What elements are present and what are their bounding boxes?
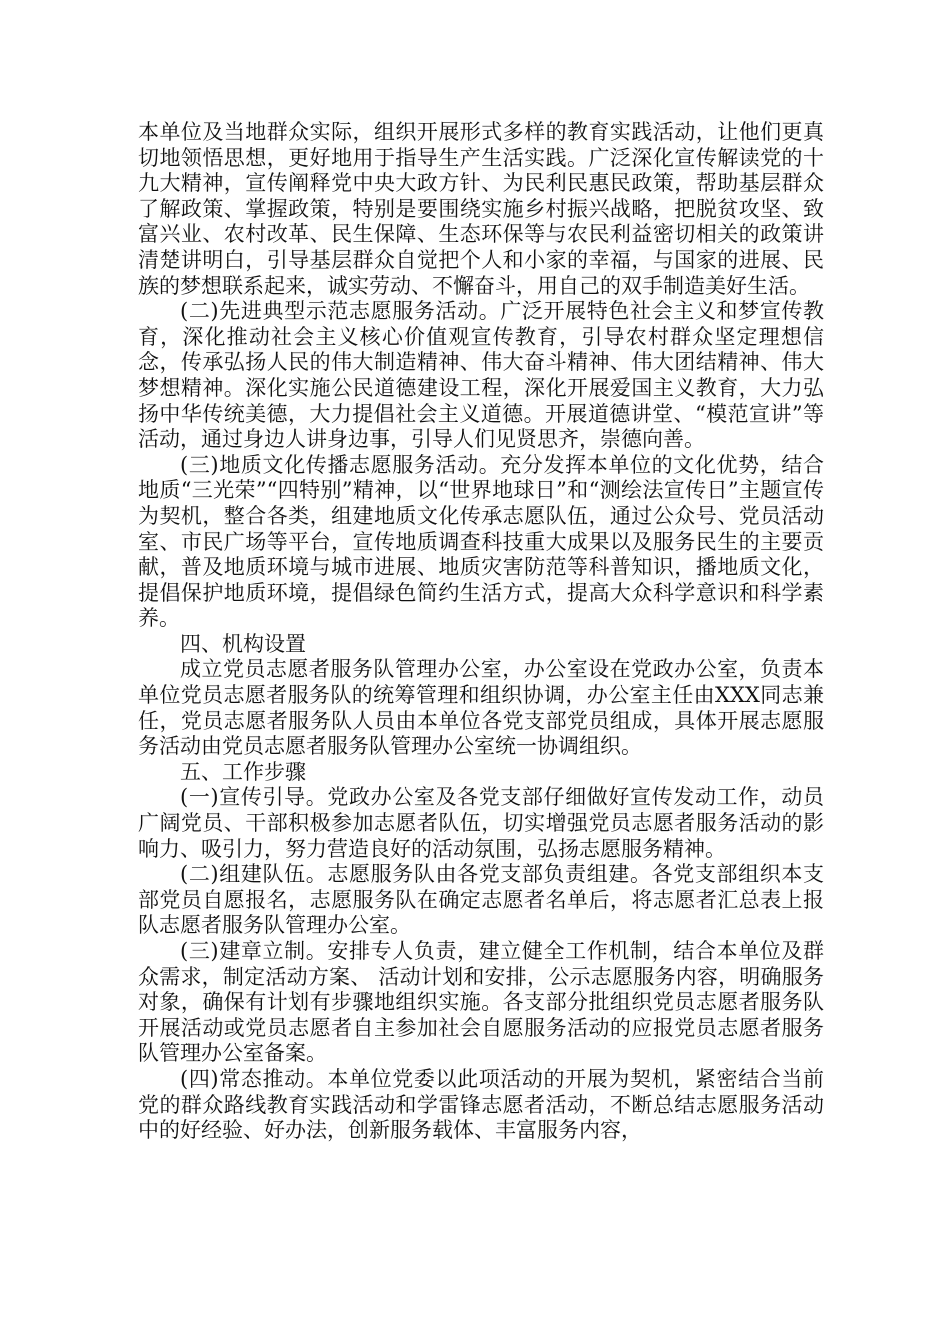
paragraph-step-rules: (三)建章立制。安排专人负责，建立健全工作机制，结合本单位及群众需求，制定活动方案、 活动计划和安排，公示志愿服务内容，明确服务对象，确保有计划有步骤地组织实施。各支部分批组织党员志愿者服务队开展活动或党员志愿者自主参加社会自愿服务活动的应报党员志愿者服务队管理办公室备案。 (138, 939, 824, 1066)
paragraph-step-normalization: (四)常态推动。本单位党委以此项活动的开展为契机，紧密结合当前党的群众路线教育实践活动和学雷锋志愿者活动，不断总结志愿服务活动中的好经验、好办法，创新服务载体、丰富服务内容， (138, 1066, 824, 1143)
section-heading-work-steps: 五、工作步骤 (180, 759, 306, 784)
paragraph-step-team-building: (二)组建队伍。志愿服务队由各党支部负责组建。各党支部组织本支部党员自愿报名，志愿服务队在确定志愿者名单后，将志愿者汇总表上报队志愿者服务队管理办公室。 (138, 862, 824, 938)
paragraph-step-publicity: (一)宣传引导。党政办公室及各党支部仔细做好宣传发动工作，动员广阔党员、干部积极参加志愿者队伍，切实增强党员志愿者服务活动的影响力、吸引力，努力营造良好的活动氛围，弘扬志愿服务精神。 (138, 785, 824, 861)
paragraph-geology-culture-service: (三)地质文化传播志愿服务活动。充分发挥本单位的文化优势，结合地质“三光荣”“四特别”精神，以“世界地球日”和“测绘法宣传日”主题宣传为契机，整合各类，组建地质文化传承志愿队伍，通过公众号、党员活动室、市民广场等平台，宣传地质调查科技重大成果以及服务民生的主要贡献，普及地质环境与城市进展、地质灾害防范等科普知识，播地质文化，提倡保护地质环境，提倡绿色简约生活方式，提高大众科学意识和科学素养。 (138, 452, 824, 631)
document-body (138, 120, 824, 1144)
paragraph-organization: 成立党员志愿者服务队管理办公室，办公室设在党政办公室，负责本单位党员志愿者服务队的统筹管理和组织协调，办公室主任由XXX同志兼任，党员志愿者服务队人员由本单位各党支部党员组成，具体开展志愿服务活动由党员志愿者服务队管理办公室统一协调组织。 (138, 657, 824, 759)
paragraph-model-volunteer-service: (二)先进典型示范志愿服务活动。广泛开展特色社会主义和梦宣传教育，深化推动社会主义核心价值观宣传教育，引导农村群众坚定理想信念，传承弘扬人民的伟大制造精神、伟大奋斗精神、伟大团结精神、伟大梦想精神。深化实施公民道德建设工程，深化开展爱国主义教育，大力弘扬中华传统美德，大力提倡社会主义道德。开展道德讲堂、“模范宣讲”等活动，通过身边人讲身边事，引导人们见贤思齐，崇德向善。 (138, 299, 824, 452)
paragraph-continuation: 本单位及当地群众实际，组织开展形式多样的教育实践活动，让他们更真切地领悟思想，更好地用于指导生产生活实践。广泛深化宣传解读党的十九大精神，宣传阐释党中央大政方针、为民利民惠民政策，帮助基层群众了解政策、掌握政策，特别是要围绕实施乡村振兴战略，把脱贫攻坚、致富兴业、农村改革、民生保障、生态环保等与农民利益密切相关的政策讲清楚讲明白，引导基层群众自觉把个人和小家的幸福，与国家的进展、民族的梦想联系起来，诚实劳动、不懈奋斗，用自己的双手制造美好生活。 (138, 120, 824, 298)
section-heading-organization: 四、机构设置 (180, 631, 306, 656)
